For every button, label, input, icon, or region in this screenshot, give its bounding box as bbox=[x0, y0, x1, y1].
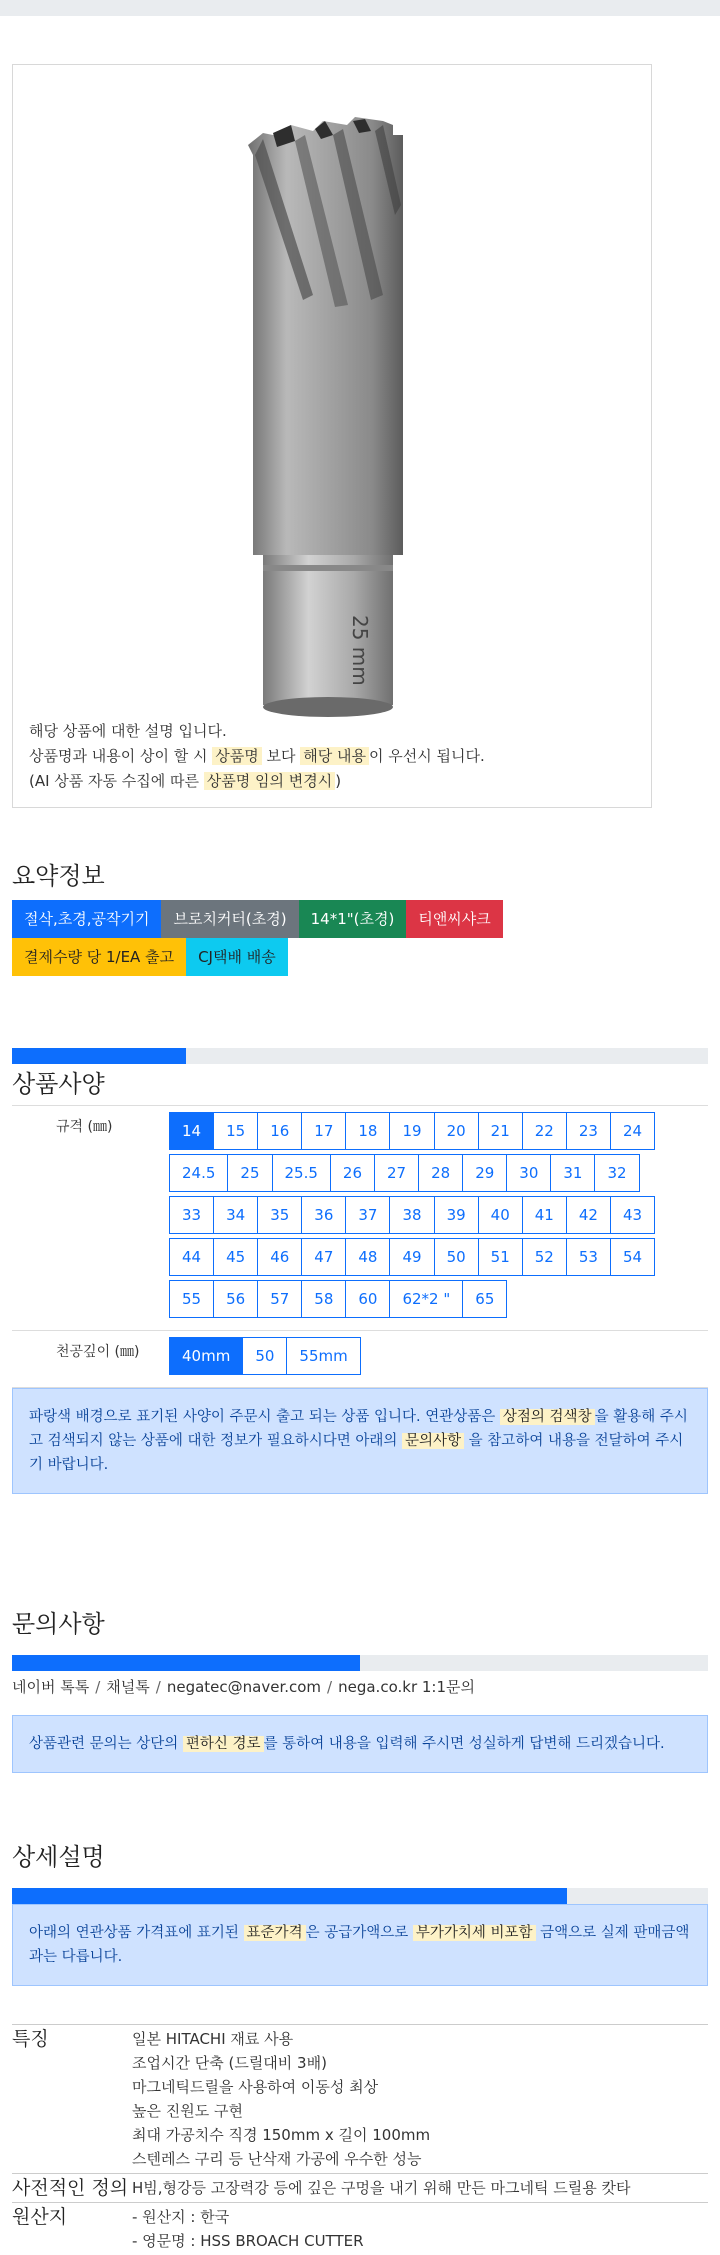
spec-progress-fill bbox=[12, 1048, 186, 1064]
size-option[interactable]: 49 bbox=[389, 1238, 434, 1276]
alert-highlight-vat: 부가가치세 비포함 bbox=[413, 1925, 536, 1941]
size-option[interactable]: 15 bbox=[213, 1112, 258, 1150]
size-option[interactable]: 24.5 bbox=[169, 1154, 228, 1192]
alert-highlight-search: 상점의 검색창 bbox=[500, 1409, 595, 1425]
feature-table bbox=[12, 2024, 708, 2255]
note-text: 보다 bbox=[261, 747, 301, 765]
size-option[interactable]: 44 bbox=[169, 1238, 214, 1276]
size-option[interactable]: 29 bbox=[462, 1154, 507, 1192]
size-option[interactable]: 22 bbox=[522, 1112, 567, 1150]
note-text: (AI 상품 자동 수집에 따른 bbox=[29, 772, 204, 790]
tag-shipping: CJ택배 배송 bbox=[186, 938, 288, 976]
top-bar bbox=[0, 0, 720, 16]
size-option[interactable]: 38 bbox=[389, 1196, 434, 1234]
detail-alert bbox=[12, 1904, 708, 1986]
link-email[interactable]: negatec@naver.com bbox=[166, 1678, 322, 1696]
product-note bbox=[29, 719, 485, 794]
broach-cutter-image bbox=[243, 95, 443, 735]
link-separator: / bbox=[95, 1678, 101, 1696]
feature-label: 원산지 bbox=[12, 2206, 68, 2228]
note-text: 상품명과 내용이 상이 할 시 bbox=[29, 747, 213, 765]
link-separator: / bbox=[327, 1678, 333, 1696]
size-option[interactable]: 25.5 bbox=[272, 1154, 331, 1192]
note-highlight-product-name: 상품명 bbox=[212, 747, 261, 765]
size-option[interactable]: 34 bbox=[213, 1196, 258, 1234]
size-option[interactable]: 14 bbox=[169, 1112, 214, 1150]
note-text: 이 우선시 됩니다. bbox=[368, 747, 485, 765]
size-option[interactable]: 28 bbox=[418, 1154, 463, 1192]
size-option[interactable]: 51 bbox=[478, 1238, 523, 1276]
feature-value: 최대 가공치수 직경 150mm x 길이 100mm bbox=[132, 2126, 431, 2144]
detail-progress bbox=[12, 1888, 708, 1904]
depth-option[interactable]: 40mm bbox=[169, 1337, 243, 1375]
size-option[interactable]: 40 bbox=[478, 1196, 523, 1234]
link-channel-talk[interactable]: 채널톡 bbox=[106, 1678, 150, 1696]
depth-options bbox=[166, 1331, 708, 1387]
spec-title: 상품사양 bbox=[12, 1070, 105, 1098]
feature-value: 높은 진원도 구현 bbox=[132, 2102, 243, 2120]
size-options bbox=[166, 1106, 708, 1330]
depth-option[interactable]: 50 bbox=[242, 1337, 287, 1375]
tag-quantity: 결제수량 당 1/EA 출고 bbox=[12, 938, 186, 976]
inquiry-progress-fill bbox=[12, 1655, 360, 1671]
feature-value: 마그네틱드릴을 사용하여 이동성 최상 bbox=[132, 2078, 379, 2096]
size-option-row bbox=[170, 1238, 708, 1276]
spec-row-depth bbox=[12, 1331, 708, 1388]
size-option[interactable]: 58 bbox=[301, 1280, 346, 1318]
size-option[interactable]: 17 bbox=[301, 1112, 346, 1150]
size-option[interactable]: 20 bbox=[434, 1112, 479, 1150]
spec-progress bbox=[12, 1048, 708, 1064]
size-option[interactable]: 52 bbox=[522, 1238, 567, 1276]
size-option[interactable]: 39 bbox=[434, 1196, 479, 1234]
depth-label: 천공깊이 (㎜) bbox=[56, 1344, 140, 1360]
link-naver-talk[interactable]: 네이버 톡톡 bbox=[12, 1678, 90, 1696]
size-option[interactable]: 43 bbox=[610, 1196, 655, 1234]
note-line-3 bbox=[29, 769, 485, 794]
detail-section bbox=[12, 1837, 708, 2255]
size-option[interactable]: 31 bbox=[550, 1154, 595, 1192]
spec-section bbox=[12, 1048, 708, 1494]
size-option[interactable]: 55 bbox=[169, 1280, 214, 1318]
size-option[interactable]: 30 bbox=[506, 1154, 551, 1192]
size-option[interactable]: 53 bbox=[566, 1238, 611, 1276]
alert-text: 금액으로 실제 판매금액과는 다릅니다. bbox=[29, 1925, 690, 1965]
detail-title: 상세설명 bbox=[12, 1843, 105, 1871]
spec-row-size bbox=[12, 1106, 708, 1331]
note-highlight-rename: 상품명 임의 변경시 bbox=[204, 772, 335, 790]
feature-value: - 원산지 : 한국 bbox=[132, 2208, 230, 2226]
size-option[interactable]: 57 bbox=[257, 1280, 302, 1318]
alert-highlight-inquiry: 문의사항 bbox=[402, 1433, 464, 1449]
inquiry-title: 문의사항 bbox=[12, 1610, 105, 1638]
size-option[interactable]: 36 bbox=[301, 1196, 346, 1234]
link-site-inquiry[interactable]: nega.co.kr 1:1문의 bbox=[338, 1678, 475, 1696]
feature-values bbox=[132, 2203, 708, 2255]
size-option[interactable]: 37 bbox=[345, 1196, 390, 1234]
size-option[interactable]: 32 bbox=[594, 1154, 639, 1192]
note-line-2 bbox=[29, 744, 485, 769]
size-option[interactable]: 27 bbox=[374, 1154, 419, 1192]
link-separator: / bbox=[155, 1678, 161, 1696]
size-option[interactable]: 56 bbox=[213, 1280, 258, 1318]
summary-tags-row-1 bbox=[12, 900, 708, 938]
size-option-row bbox=[170, 1154, 708, 1192]
product-card bbox=[12, 64, 652, 808]
size-option[interactable]: 41 bbox=[522, 1196, 567, 1234]
size-option[interactable]: 47 bbox=[301, 1238, 346, 1276]
feature-value: 스텐레스 구리 등 난삭재 가공에 우수한 성능 bbox=[132, 2150, 422, 2168]
note-text: ) bbox=[335, 772, 342, 790]
summary-title: 요약정보 bbox=[12, 862, 105, 890]
feature-value: - 영문명 : HSS BROACH CUTTER bbox=[132, 2232, 364, 2250]
size-option[interactable]: 33 bbox=[169, 1196, 214, 1234]
size-label: 규격 (㎜) bbox=[56, 1119, 113, 1135]
depth-option[interactable]: 55mm bbox=[286, 1337, 360, 1375]
tag-spec[interactable]: 14*1"(초경) bbox=[299, 900, 407, 938]
inquiry-alert bbox=[12, 1715, 708, 1773]
size-option-row bbox=[170, 1112, 708, 1150]
feature-row bbox=[12, 2025, 708, 2174]
size-option[interactable]: 16 bbox=[257, 1112, 302, 1150]
depth-option-row bbox=[170, 1337, 708, 1375]
alert-text: 을 참고하여 내용을 전달하여 주시기 바랍니다. bbox=[29, 1433, 684, 1473]
size-option[interactable]: 24 bbox=[610, 1112, 655, 1150]
feature-values bbox=[132, 2025, 708, 2173]
size-option[interactable]: 65 bbox=[462, 1280, 507, 1318]
size-option[interactable]: 45 bbox=[213, 1238, 258, 1276]
size-option[interactable]: 23 bbox=[566, 1112, 611, 1150]
size-option[interactable]: 54 bbox=[610, 1238, 655, 1276]
size-option[interactable]: 26 bbox=[330, 1154, 375, 1192]
alert-text: 은 공급가액으로 bbox=[305, 1925, 413, 1941]
size-option[interactable]: 50 bbox=[434, 1238, 479, 1276]
feature-value: 조업시간 단축 (드릴대비 3배) bbox=[132, 2054, 327, 2072]
feature-row bbox=[12, 2203, 708, 2255]
alert-highlight-standard-price: 표준가격 bbox=[244, 1925, 306, 1941]
size-option[interactable]: 46 bbox=[257, 1238, 302, 1276]
spec-table bbox=[12, 1105, 708, 1388]
size-option-row bbox=[170, 1280, 708, 1318]
alert-text: 을 활용해 주시고 검색되지 않는 상품에 대한 정보가 필요하시다면 아래의 bbox=[29, 1409, 688, 1449]
feature-label: 특징 bbox=[12, 2028, 49, 2050]
spec-alert bbox=[12, 1388, 708, 1494]
tag-subcategory[interactable]: 브로치커터(초경) bbox=[161, 900, 298, 938]
alert-text: 를 통하여 내용을 입력해 주시면 성실하게 답변해 드리겠습니다. bbox=[263, 1736, 665, 1752]
inquiry-section bbox=[12, 1604, 708, 1773]
summary-tags-row-2 bbox=[12, 938, 708, 976]
detail-progress-fill bbox=[12, 1888, 567, 1904]
inquiry-links bbox=[12, 1677, 708, 1697]
svg-text:25 mm: 25 mm bbox=[348, 615, 372, 686]
size-option[interactable]: 18 bbox=[345, 1112, 390, 1150]
alert-text: 아래의 연관상품 가격표에 표기된 bbox=[29, 1925, 244, 1941]
feature-value: 일본 HITACHI 재료 사용 bbox=[132, 2030, 294, 2048]
size-option[interactable]: 42 bbox=[566, 1196, 611, 1234]
feature-values bbox=[132, 2174, 708, 2202]
alert-highlight-route: 편하신 경로 bbox=[183, 1736, 264, 1752]
inquiry-progress bbox=[12, 1655, 708, 1671]
feature-label: 사전적인 정의 bbox=[12, 2177, 129, 2199]
feature-value: H빔,형강등 고장력강 등에 깊은 구멍을 내기 위해 만든 마그네틱 드릴용 캇타 bbox=[132, 2179, 631, 2197]
size-option[interactable]: 35 bbox=[257, 1196, 302, 1234]
alert-text: 상품관련 문의는 상단의 bbox=[29, 1736, 183, 1752]
feature-row bbox=[12, 2174, 708, 2203]
tag-category[interactable]: 절삭,초경,공작기기 bbox=[12, 900, 161, 938]
size-option[interactable]: 19 bbox=[389, 1112, 434, 1150]
size-option[interactable]: 60 bbox=[345, 1280, 390, 1318]
alert-text: 파랑색 배경으로 표기된 사양이 주문시 출고 되는 상품 입니다. 연관상품은 bbox=[29, 1409, 500, 1425]
note-line-1: 해당 상품에 대한 설명 입니다. bbox=[29, 722, 227, 740]
size-option[interactable]: 25 bbox=[227, 1154, 272, 1192]
summary-section bbox=[12, 856, 708, 976]
size-option[interactable]: 21 bbox=[478, 1112, 523, 1150]
note-highlight-content: 해당 내용 bbox=[300, 747, 369, 765]
size-option-row bbox=[170, 1196, 708, 1234]
size-option[interactable]: 62*2 " bbox=[389, 1280, 463, 1318]
size-option[interactable]: 48 bbox=[345, 1238, 390, 1276]
tag-brand[interactable]: 티앤씨샤크 bbox=[406, 900, 502, 938]
